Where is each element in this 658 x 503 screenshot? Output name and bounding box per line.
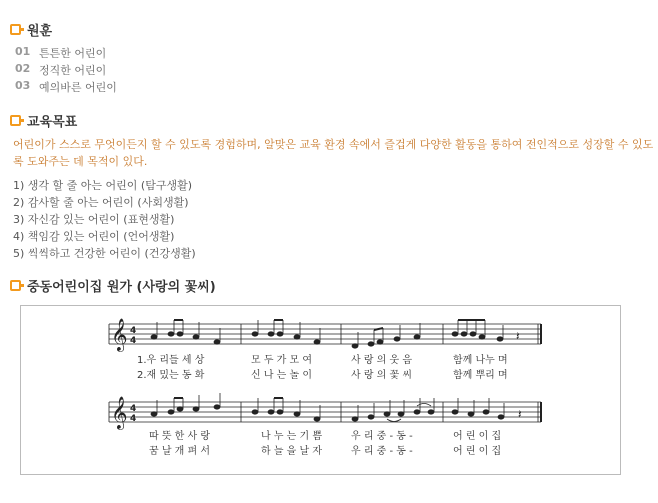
motto-item	[15, 79, 117, 95]
section-bullet-icon	[10, 280, 21, 291]
lyrics-2	[149, 429, 501, 457]
goal-item: 4) 책임감 있는 어린이 (언어생활)	[13, 230, 175, 243]
motto-title: 원훈	[27, 24, 53, 39]
lyric: 꿈 날 개 펴 서	[149, 446, 211, 457]
goals-title: 교육목표	[27, 115, 78, 130]
lyric: 1.우 리들 세 상	[137, 355, 205, 366]
time-signature-bottom: 4	[130, 336, 137, 346]
lyric: 나 누 는 기 쁨	[261, 431, 323, 442]
motto-item	[15, 62, 106, 78]
lyric: 사 랑 의 꽃 씨	[351, 370, 413, 381]
motto-text: 정직한 어린이	[39, 64, 107, 77]
music-score-svg	[21, 306, 620, 474]
svg-text:𝄽: 𝄽	[516, 329, 520, 343]
lyric: 어 린 이 집	[453, 446, 502, 457]
motto-number: 02	[15, 62, 31, 75]
lyrics-1	[137, 353, 508, 381]
section-bullet-icon	[10, 24, 21, 35]
song-title: 중동어린이집 원가 (사랑의 꽃씨)	[27, 280, 216, 295]
lyric: 따 뜻 한 사 랑	[149, 431, 211, 442]
goal-item: 1) 생각 할 줄 아는 어린이 (탐구생활)	[13, 179, 192, 192]
lyric: 함께 나누 며	[453, 355, 508, 366]
lyric: 우 리 중 - 동 -	[351, 446, 413, 457]
motto-number: 03	[15, 79, 31, 92]
lyric: 함께 뿌리 며	[453, 370, 508, 381]
treble-clef-icon: 𝄞	[111, 318, 128, 351]
svg-text:𝄽: 𝄽	[518, 407, 522, 421]
lyric: 모 두 가 모 여	[251, 355, 313, 366]
lyric: 어 린 이 집	[453, 431, 502, 442]
lyric: 2.재 밌는 동 화	[137, 370, 205, 381]
motto-number: 01	[15, 45, 31, 58]
time-signature-top: 4	[130, 404, 137, 414]
motto-item	[15, 45, 106, 61]
section-bullet-icon	[10, 115, 21, 126]
motto-section-title	[10, 20, 52, 39]
lyric: 사 랑 의 웃 음	[351, 355, 413, 366]
lyric: 하 늘 을 날 자	[261, 446, 323, 457]
time-signature-bottom: 4	[130, 414, 137, 424]
goals-section-title	[10, 111, 77, 130]
song-section-title	[10, 276, 216, 295]
staff-2	[109, 393, 541, 430]
sheet-music	[20, 305, 621, 475]
goals-description: 어린이가 스스로 무엇이든지 할 수 있도록 경험하며, 알맞은 교육 환경 속에서 즐겁게 다양한 활동을 통하여 전인적으로 성장할 수 있도록 도와주는 데 목적이 있다.	[13, 138, 654, 168]
time-signature-top: 4	[130, 326, 137, 336]
staff-1	[109, 318, 541, 352]
motto-text: 예의바른 어린이	[39, 81, 117, 94]
goal-item: 3) 자신감 있는 어린이 (표현생활)	[13, 213, 175, 226]
goal-item: 2) 감사할 줄 아는 어린이 (사회생활)	[13, 196, 189, 209]
lyric: 신 나 는 놀 이	[251, 370, 313, 381]
goal-item: 5) 씩씩하고 건강한 어린이 (건강생활)	[13, 247, 196, 260]
treble-clef-icon: 𝄞	[111, 396, 128, 429]
motto-text: 튼튼한 어린이	[39, 47, 107, 60]
lyric: 우 리 중 - 동 -	[351, 431, 413, 442]
